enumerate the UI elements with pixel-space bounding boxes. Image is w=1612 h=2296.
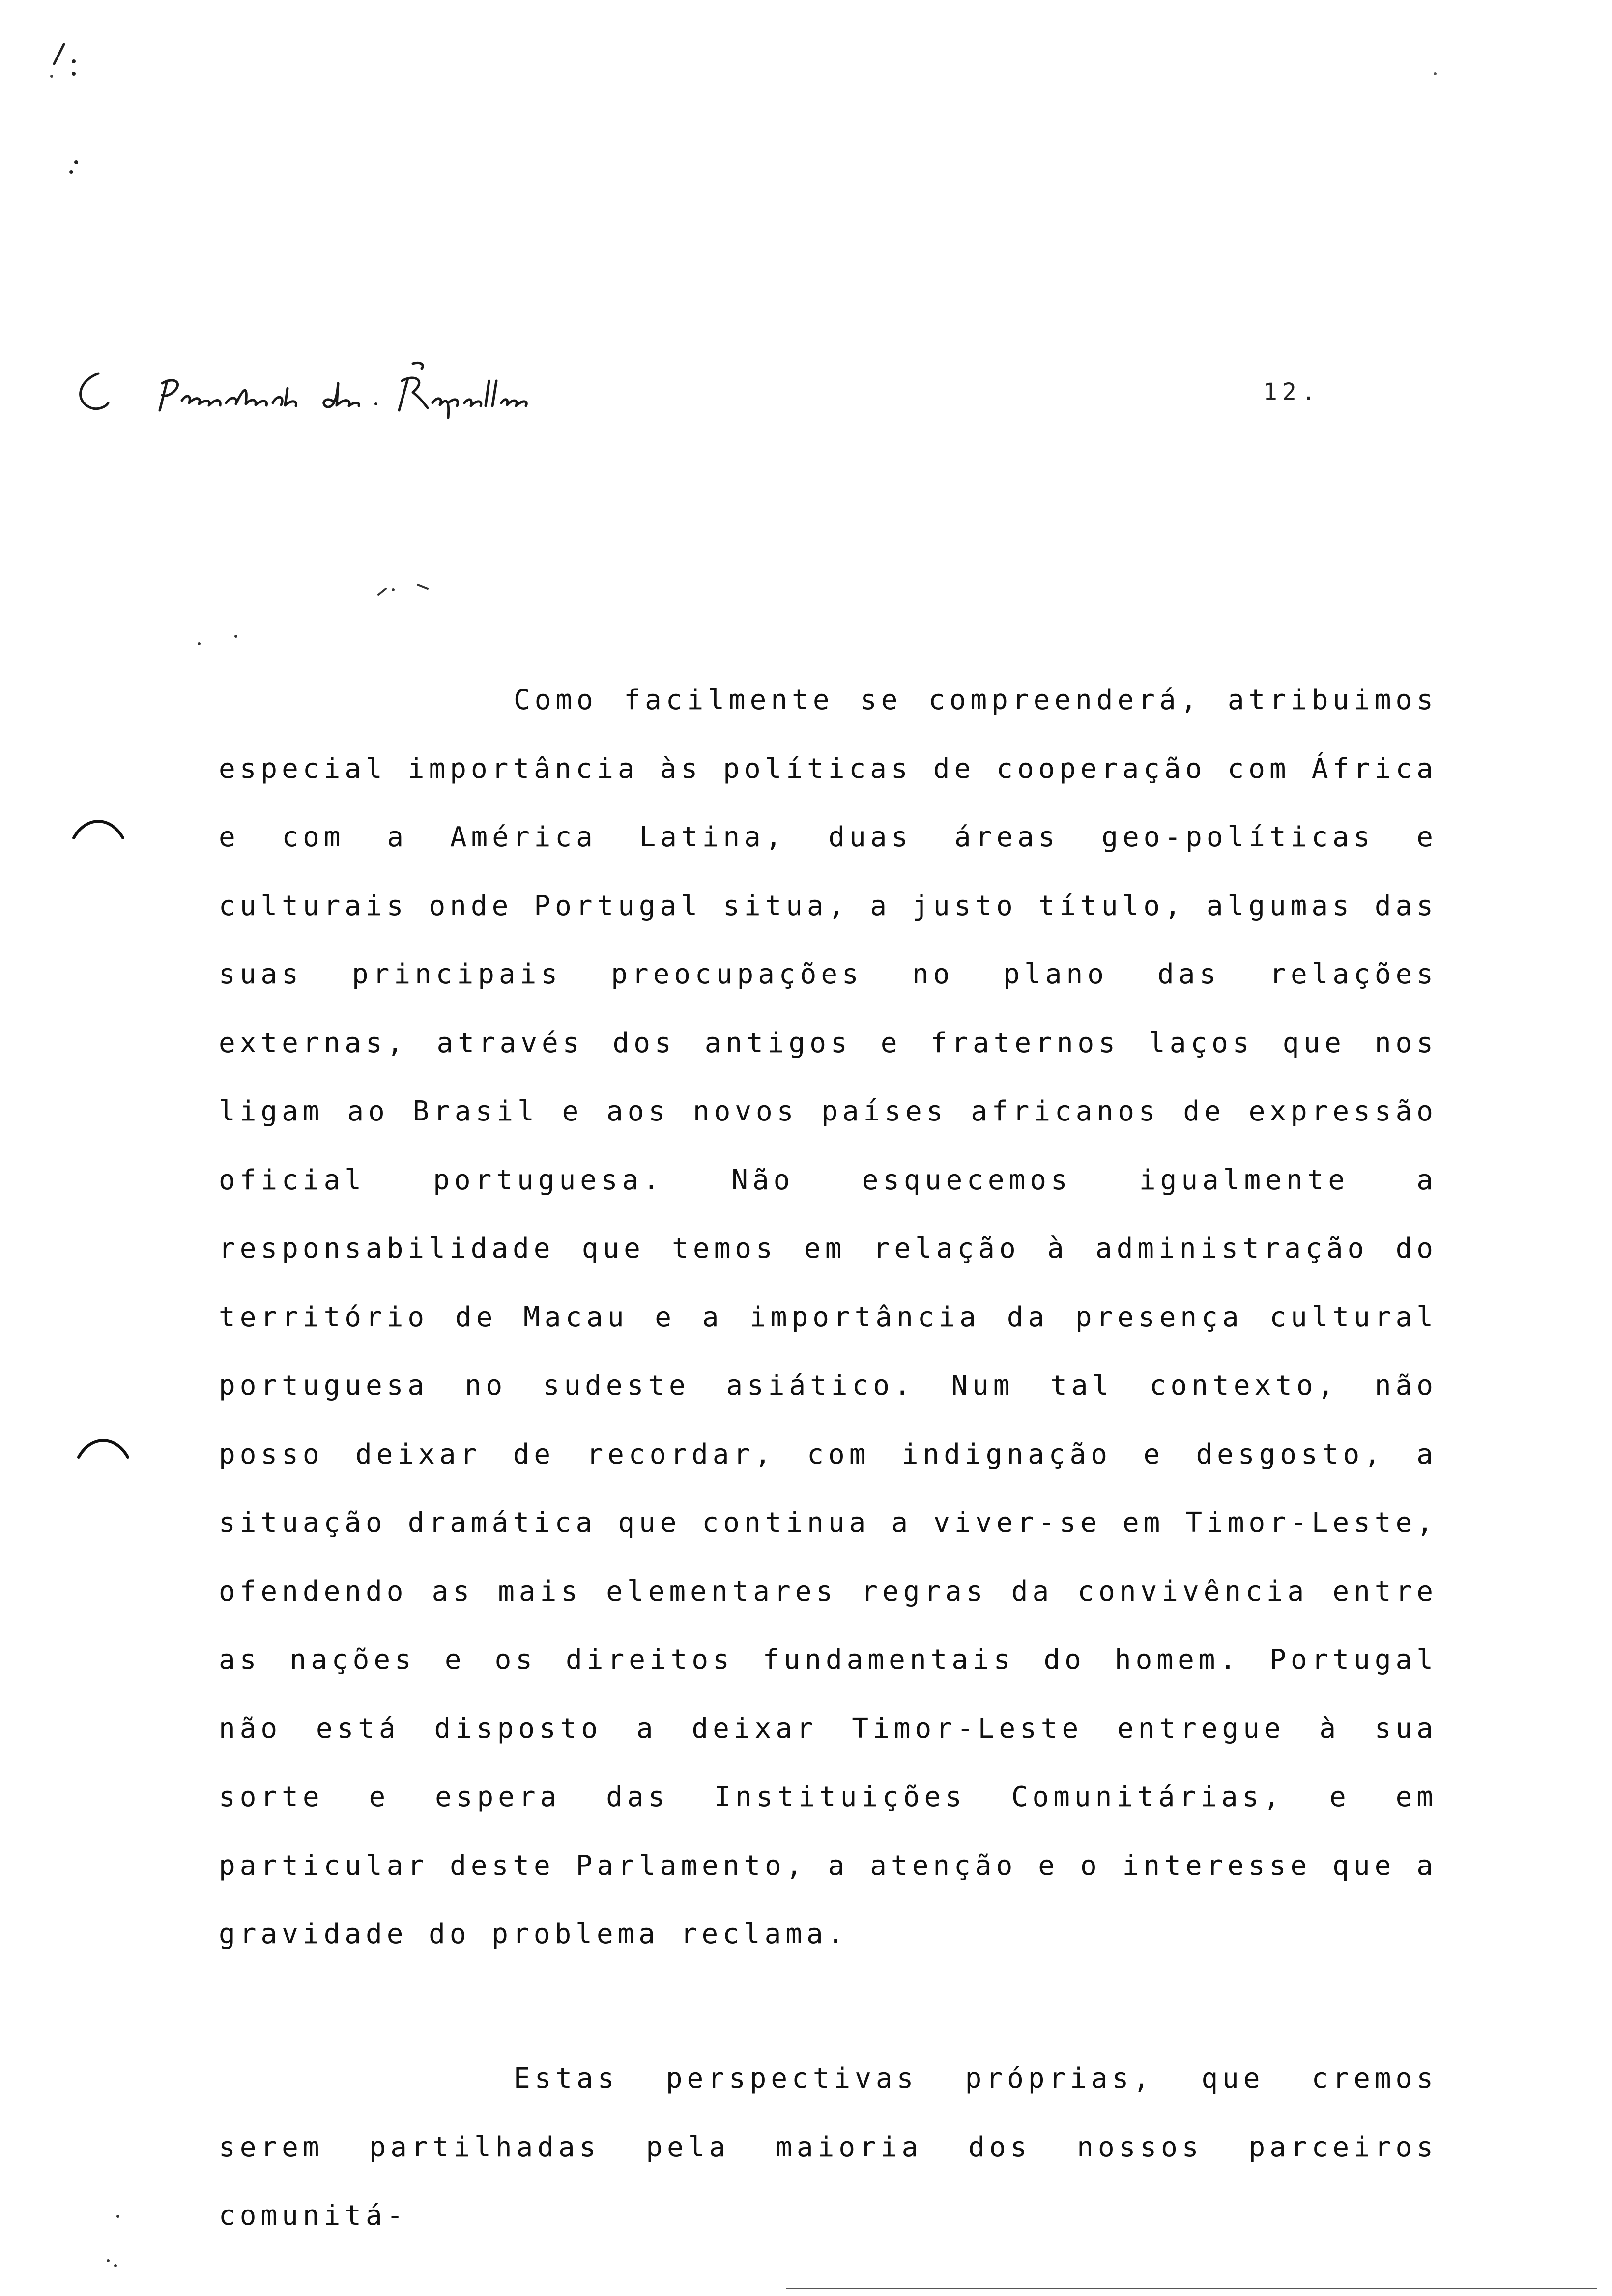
body-paragraph [219, 666, 1438, 1969]
scan-speck [1425, 64, 1445, 84]
scan-speck [44, 34, 103, 93]
page-number: 12. [1263, 378, 1321, 406]
body-paragraph [219, 2044, 1438, 2250]
footer-rule [786, 2288, 1597, 2289]
scan-speck [98, 2207, 138, 2275]
scan-speck [369, 575, 437, 604]
paragraph-text: Como facilmente se compreenderá, atribuimos especial importância às políticas de cooperação com África e com a América Latina, duas áreas geo-políticas e culturais onde Portugal situa, a justo título, algumas das suas principais preocupações no plano das relações externas, através dos antigos e fraternos laços que nos ligam ao Brasil e aos novos países africanos de expressão oficial portuguesa. Não esquecemos igualmente a responsabilidade que temos em relação à administração do território de Macau e a importância da presença cultural portuguesa no sudeste asiático. Num tal contexto, não posso deixar de recordar, com indignação e desgosto, a situação dramática que continua a viver-se em Timor-Leste, ofendendo as mais elementares regras da convivência entre as nações e os direitos fundamentais do homem. Portugal não está disposto a deixar Timor-Leste entregue à sua sorte e espera das Instituições Comunitárias, e em particular deste Parlamento, a atenção e o interesse que a gravidade do problema reclama. [219, 684, 1438, 1950]
margin-arc-mark [74, 1433, 133, 1462]
handwritten-heading [69, 354, 659, 423]
margin-arc-mark [69, 813, 128, 843]
paragraph-text: Estas perspectivas próprias, que cremos serem partilhadas pela maioria dos nossos parceiros comunitá- [219, 2063, 1438, 2232]
scan-speck [192, 627, 251, 656]
scan-speck [61, 152, 91, 182]
